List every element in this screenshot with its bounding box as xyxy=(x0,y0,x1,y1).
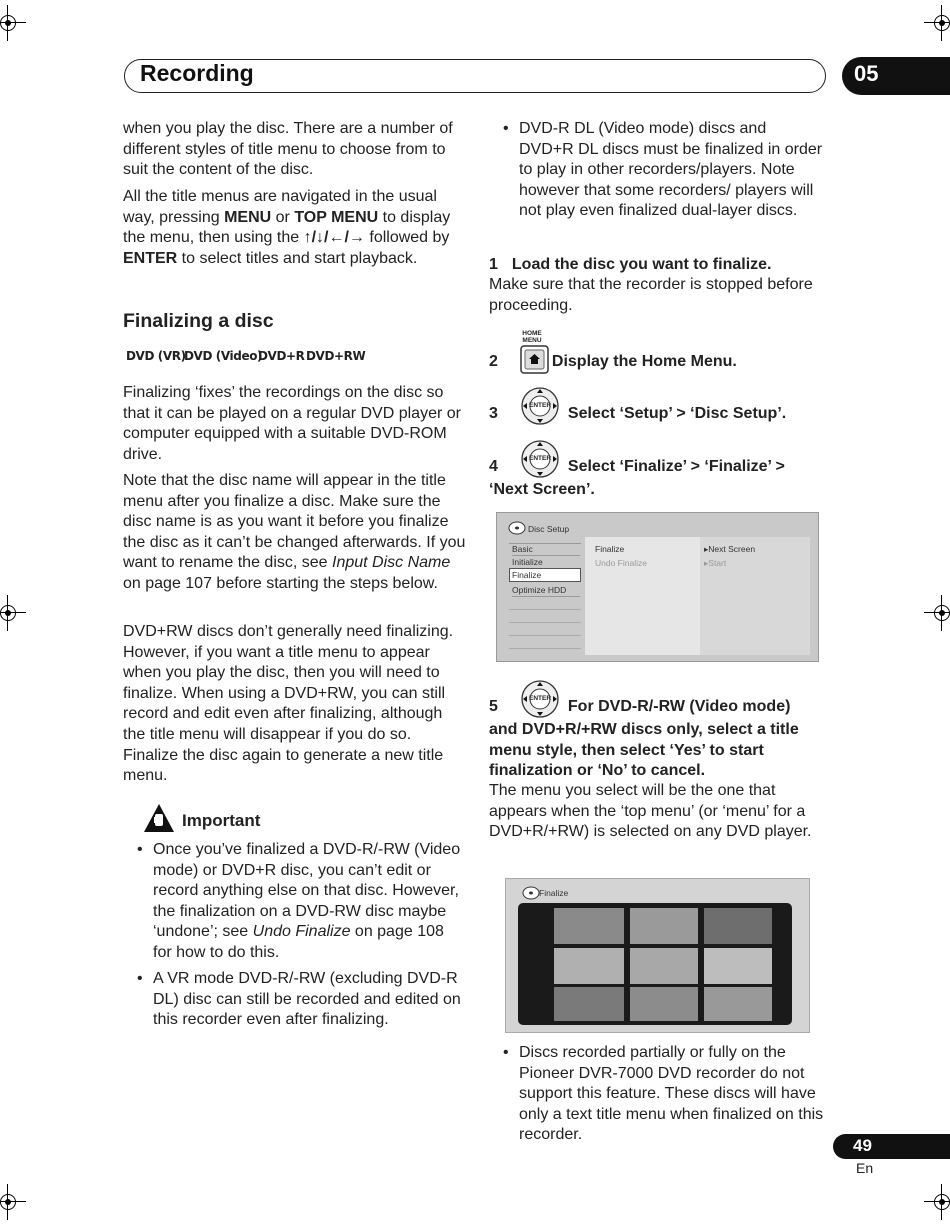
menu-style-thumbnail xyxy=(630,987,698,1021)
disc-type-tag: DVD (VR) xyxy=(126,349,186,363)
disc-type-tag: DVD+RW xyxy=(306,349,366,363)
list-item: • Discs recorded partially or fully on the Pioneer DVR-7000 DVD recorder do not support this feature. These discs will have only a text title menu when finalized on this recorder. xyxy=(503,1044,824,1144)
registration-mark xyxy=(930,601,950,625)
menu-style-thumbnail xyxy=(554,948,624,984)
screen-title: Finalize xyxy=(539,888,569,898)
important-title: Important xyxy=(182,811,261,830)
paragraph: when you play the disc. There are a number of different styles of title menu to choose from to suit the content of the disc. xyxy=(123,120,453,179)
registration-mark xyxy=(930,1190,950,1214)
menu-style-thumbnail xyxy=(554,908,624,944)
menu-item-basic: Basic xyxy=(512,544,580,556)
section-title: Finalizing a disc xyxy=(123,310,274,332)
step-5-cont: and DVD+R/+RW discs only, select a title menu style, then select ‘Yes’ to start finalization or ‘No’ to cancel. xyxy=(489,721,799,780)
finalize-screen xyxy=(505,878,810,1033)
disc-icon xyxy=(508,520,526,536)
paragraph: Finalizing ‘fixes’ the recordings on the disc so that it can be played on a regular DVD player or computer equipped with a suitable DVD-ROM drive. xyxy=(123,384,461,463)
menu-style-thumbnail xyxy=(704,908,772,944)
step-body: The menu you select will be the one that appears when the ‘top menu’ (or ‘menu’ for a DVD+R/+RW) is selected on any DVD player. xyxy=(489,782,812,841)
paragraph: All the title menus are navigated in the usual way, pressing MENU or TOP MENU to display the menu, then using the ↑/↓/←/→ followed by ENTER to select titles and start playback. xyxy=(123,188,451,267)
registration-mark xyxy=(0,601,20,625)
registration-mark xyxy=(0,1190,20,1214)
enter-label: ENTER xyxy=(528,402,552,409)
enter-label: ENTER xyxy=(528,455,552,462)
step-3: 3 Select ‘Setup’ > ‘Disc Setup’. xyxy=(489,405,787,422)
disc-setup-screen xyxy=(496,512,819,662)
language-label: En xyxy=(856,1160,874,1176)
step-2: 2 Display the Home Menu. xyxy=(489,353,737,370)
screen-title: Disc Setup xyxy=(528,524,570,534)
title-menu-style-grid xyxy=(518,903,792,1025)
step-5: 5 For DVD-R/-RW (Video mode) xyxy=(489,698,791,715)
page-title: Recording xyxy=(140,60,254,86)
option-next-screen: ▸Next Screen xyxy=(704,544,756,554)
menu-style-thumbnail xyxy=(704,948,772,984)
step-body: Make sure that the recorder is stopped before proceeding. xyxy=(489,276,813,314)
list-item: • DVD-R DL (Video mode) discs and DVD+R DL discs must be finalized in order to play in other recorders/players. Note however that some recorders/ players will not play even finalized dual-layer discs. xyxy=(503,120,823,220)
step-4: 4 Select ‘Finalize’ > ‘Finalize’ > xyxy=(489,458,785,475)
menu-style-thumbnail xyxy=(704,987,772,1021)
disc-type-tag: DVD+R xyxy=(258,349,305,363)
step-4-cont: ‘Next Screen’. xyxy=(489,481,595,498)
menu-item-finalize: Finalize xyxy=(509,568,581,582)
registration-mark xyxy=(0,11,20,35)
chapter-badge: 05 xyxy=(842,57,950,95)
paragraph: Note that the disc name will appear in the title menu after you finalize a disc. Make sure the disc name is as you want it before you finalize the disc as it can’t be changed afterwards. If you want to rename the disc, see Input Disc Name on page 107 before starting the steps below. xyxy=(123,472,466,592)
enter-label: ENTER xyxy=(528,695,552,702)
arrow-keys-icon: ↑/↓/←/→ xyxy=(303,229,365,247)
list-item: • Once you’ve finalized a DVD-R/-RW (Video mode) or DVD+R disc, you can’t edit or record anything else on that disc. However, the finalization on a DVD-RW disc maybe ‘undone’; see Undo Finalize on page 108 for how to do this. xyxy=(137,841,461,961)
menu-item-optimize-hdd: Optimize HDD xyxy=(512,585,580,597)
list-item: • A VR mode DVD-R/-RW (excluding DVD-R DL) disc can still be recorded and edited on this recorder even after finalizing. xyxy=(137,970,461,1029)
option-start: ▸Start xyxy=(704,558,727,568)
disc-type-tag: DVD (Video) xyxy=(184,349,263,363)
disc-icon xyxy=(522,885,540,901)
home-menu-label: HOME MENU xyxy=(522,330,542,344)
submenu-finalize: Finalize xyxy=(595,544,625,554)
warning-hand-icon xyxy=(143,803,175,833)
menu-style-thumbnail xyxy=(630,948,698,984)
paragraph: DVD+RW discs don’t generally need finalizing. However, if you want a title menu to appear when you play the disc, then you will need to finalize. When using a DVD+RW, you can still record and edit even after finalizing, although the title menu will disappear if you do so. Finalize the disc again to generate a new title menu. xyxy=(123,623,454,785)
menu-style-thumbnail xyxy=(554,987,624,1021)
submenu-undo-finalize: Undo Finalize xyxy=(595,558,647,568)
menu-item-initialize: Initialize xyxy=(512,557,580,569)
page-number: 49 xyxy=(833,1134,950,1159)
registration-mark xyxy=(930,11,950,35)
menu-style-thumbnail xyxy=(630,908,698,944)
step-1: 1 Load the disc you want to finalize. xyxy=(489,256,772,273)
